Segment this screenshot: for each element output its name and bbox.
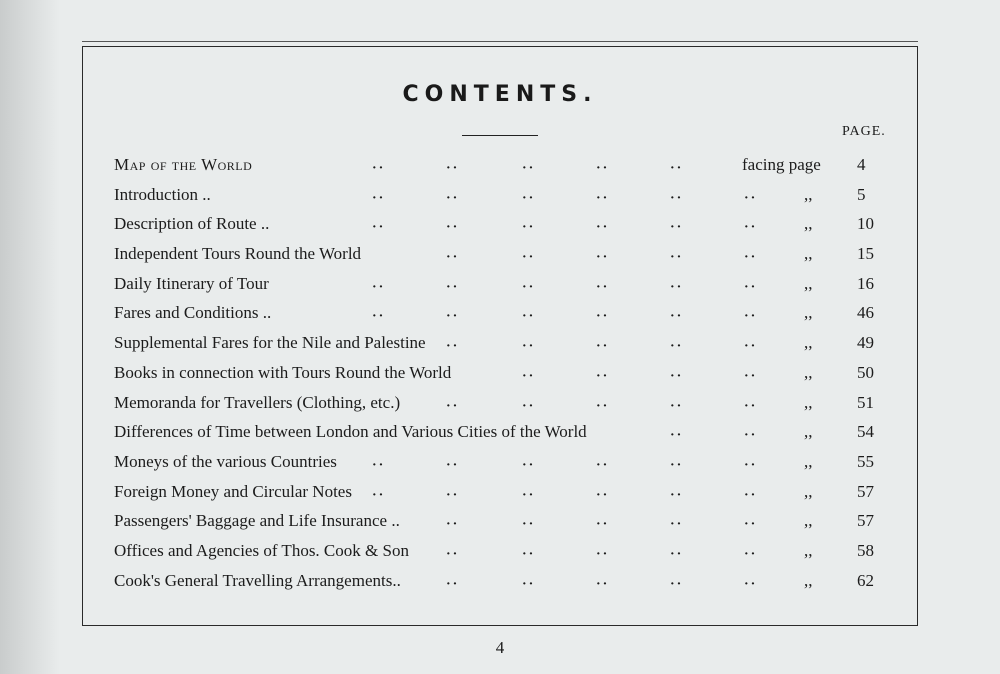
contents-row <box>114 269 894 299</box>
entry-ref: ,, <box>804 214 813 234</box>
title-rule <box>462 135 538 136</box>
contents-row <box>114 417 894 447</box>
leader-dots: ·· <box>446 398 460 414</box>
leader-dots: ·· <box>446 279 460 295</box>
leader-dots: ·· <box>670 161 684 176</box>
leader-dots: ·· <box>596 398 610 414</box>
entry-ref: ,, <box>804 303 813 323</box>
leader-dots: ·· <box>522 487 536 503</box>
leader-dots: ·· <box>670 279 684 295</box>
entry-label: Offices and Agencies of Thos. Cook & Son <box>114 540 409 560</box>
leader-dots: ·· <box>670 517 684 533</box>
entry-ref: ,, <box>804 570 813 590</box>
leader-dots: ·· <box>744 398 758 414</box>
leader-dots: ·· <box>744 220 758 236</box>
entry-label: Daily Itinerary of Tour <box>114 273 269 293</box>
leader-dots: ·· <box>372 220 386 236</box>
leader-dots: ·· <box>522 250 536 266</box>
entry-label: Memoranda for Travellers (Clothing, etc.) <box>114 392 401 412</box>
page-column-header: PAGE. <box>842 124 886 139</box>
leader-dots: ·· <box>446 487 460 503</box>
leader-dots: ·· <box>744 250 758 266</box>
leader-dots: ·· <box>522 190 536 206</box>
leader-dots: ·· <box>522 220 536 236</box>
entry-ref: ,, <box>804 540 813 560</box>
leader-dots: ·· <box>744 190 758 206</box>
entry-label: Passengers' Baggage and Life Insurance .. <box>114 511 400 531</box>
entry-label: Introduction .. <box>114 184 211 204</box>
leader-dots: ·· <box>596 457 610 473</box>
leader-dots: ·· <box>522 546 536 562</box>
leader-dots: ·· <box>372 190 386 206</box>
leader-dots: ·· <box>596 161 610 176</box>
leader-dots: ·· <box>372 457 386 473</box>
entry-ref: ,, <box>804 244 813 264</box>
page-title: CONTENTS. <box>402 82 598 107</box>
contents-row <box>114 506 894 536</box>
leader-dots: ·· <box>596 339 610 355</box>
leader-dots: ·· <box>744 457 758 473</box>
leader-dots: ·· <box>446 309 460 325</box>
leader-dots: ·· <box>522 576 536 592</box>
leader-dots: ·· <box>446 250 460 266</box>
leader-dots: ·· <box>670 487 684 503</box>
entry-page: 54 <box>857 422 874 442</box>
entry-label: Map of the World <box>114 155 253 174</box>
leader-dots: ·· <box>744 576 758 592</box>
leader-dots: ·· <box>670 398 684 414</box>
leader-dots: ·· <box>372 309 386 325</box>
entry-label: Foreign Money and Circular Notes <box>114 481 352 501</box>
contents-row <box>114 566 894 596</box>
leader-dots: ·· <box>670 190 684 206</box>
entry-ref: ,, <box>804 511 813 531</box>
leader-dots: ·· <box>522 339 536 355</box>
entry-page: 46 <box>857 303 874 323</box>
leader-dots: ·· <box>670 309 684 325</box>
leader-dots: ·· <box>596 220 610 236</box>
leader-dots: ·· <box>744 309 758 325</box>
leader-dots: ·· <box>670 457 684 473</box>
leader-dots: ·· <box>744 546 758 562</box>
entry-page: 55 <box>857 451 874 471</box>
leader-dots: ·· <box>596 576 610 592</box>
leader-dots: ·· <box>446 457 460 473</box>
leader-dots: ·· <box>596 279 610 295</box>
entry-page: 15 <box>857 244 874 264</box>
entry-label: Independent Tours Round the World <box>114 244 362 264</box>
leader-dots: ·· <box>446 339 460 355</box>
entry-label: Cook's General Travelling Arrangements.. <box>114 570 401 590</box>
leader-dots: ·· <box>522 279 536 295</box>
leader-dots: ·· <box>744 279 758 295</box>
entry-page: 5 <box>857 184 866 204</box>
entry-page: 50 <box>857 362 874 382</box>
leader-dots: ·· <box>446 546 460 562</box>
entry-ref: ,, <box>804 333 813 353</box>
contents-row <box>114 239 894 269</box>
leader-dots: ·· <box>372 487 386 503</box>
leader-dots: ·· <box>596 250 610 266</box>
entry-ref: ,, <box>804 481 813 501</box>
entry-page: 16 <box>857 273 874 293</box>
contents-row <box>114 358 894 388</box>
contents-row <box>114 209 894 239</box>
leader-dots: ·· <box>744 487 758 503</box>
entry-ref: ,, <box>804 451 813 471</box>
leader-dots: ·· <box>670 220 684 236</box>
entry-page: 62 <box>857 570 874 590</box>
leader-dots: ·· <box>670 576 684 592</box>
entry-label: Books in connection with Tours Round the World <box>114 362 452 382</box>
contents-row <box>114 388 894 418</box>
entry-ref: ,, <box>804 392 813 412</box>
entry-page: 58 <box>857 540 874 560</box>
leader-dots: ·· <box>670 339 684 355</box>
leader-dots: ·· <box>372 161 386 176</box>
entry-page: 10 <box>857 214 874 234</box>
entry-label: Moneys of the various Countries <box>114 451 337 471</box>
leader-dots: ·· <box>446 576 460 592</box>
leader-dots: ·· <box>596 546 610 562</box>
contents-row <box>114 477 894 507</box>
entry-ref: ,, <box>804 273 813 293</box>
leader-dots: ·· <box>446 161 460 176</box>
leader-dots: ·· <box>596 190 610 206</box>
leader-dots: ·· <box>522 457 536 473</box>
leader-dots: ·· <box>446 517 460 533</box>
contents-row <box>114 298 894 328</box>
entry-ref: ,, <box>804 184 813 204</box>
leader-dots: ·· <box>670 546 684 562</box>
leader-dots: ·· <box>596 517 610 533</box>
leader-dots: ·· <box>670 428 684 444</box>
entry-ref: ,, <box>804 362 813 382</box>
entry-ref: ,, <box>804 422 813 442</box>
contents-row <box>114 447 894 477</box>
leader-dots: ·· <box>522 309 536 325</box>
entry-label: Fares and Conditions .. <box>114 303 272 323</box>
contents-row <box>114 328 894 358</box>
leader-dots: ·· <box>596 487 610 503</box>
entry-page: 49 <box>857 333 874 353</box>
leader-dots: ·· <box>522 368 536 384</box>
leader-dots: ·· <box>522 517 536 533</box>
entry-label: Differences of Time between London and Various Cities of the World <box>114 422 587 442</box>
entry-ref: facing page <box>742 155 821 174</box>
contents-row <box>114 536 894 566</box>
leader-dots: ·· <box>670 368 684 384</box>
contents-row <box>114 180 894 210</box>
leader-dots: ·· <box>744 517 758 533</box>
contents-list <box>114 150 894 595</box>
entry-label: Description of Route .. <box>114 214 270 234</box>
leader-dots: ·· <box>372 279 386 295</box>
folio-page-number: 4 <box>495 638 505 657</box>
leader-dots: ·· <box>596 309 610 325</box>
entry-page: 51 <box>857 392 874 412</box>
leader-dots: ·· <box>522 161 536 176</box>
leader-dots: ·· <box>446 220 460 236</box>
leader-dots: ·· <box>744 368 758 384</box>
top-rule <box>82 41 918 42</box>
contents-row <box>114 150 894 180</box>
leader-dots: ·· <box>596 368 610 384</box>
entry-page: 4 <box>857 155 866 174</box>
leader-dots: ·· <box>446 190 460 206</box>
entry-page: 57 <box>857 481 874 501</box>
leader-dots: ·· <box>744 428 758 444</box>
leader-dots: ·· <box>744 339 758 355</box>
entry-label: Supplemental Fares for the Nile and Palestine <box>114 333 426 353</box>
leader-dots: ·· <box>670 250 684 266</box>
leader-dots: ·· <box>522 398 536 414</box>
entry-page: 57 <box>857 511 874 531</box>
